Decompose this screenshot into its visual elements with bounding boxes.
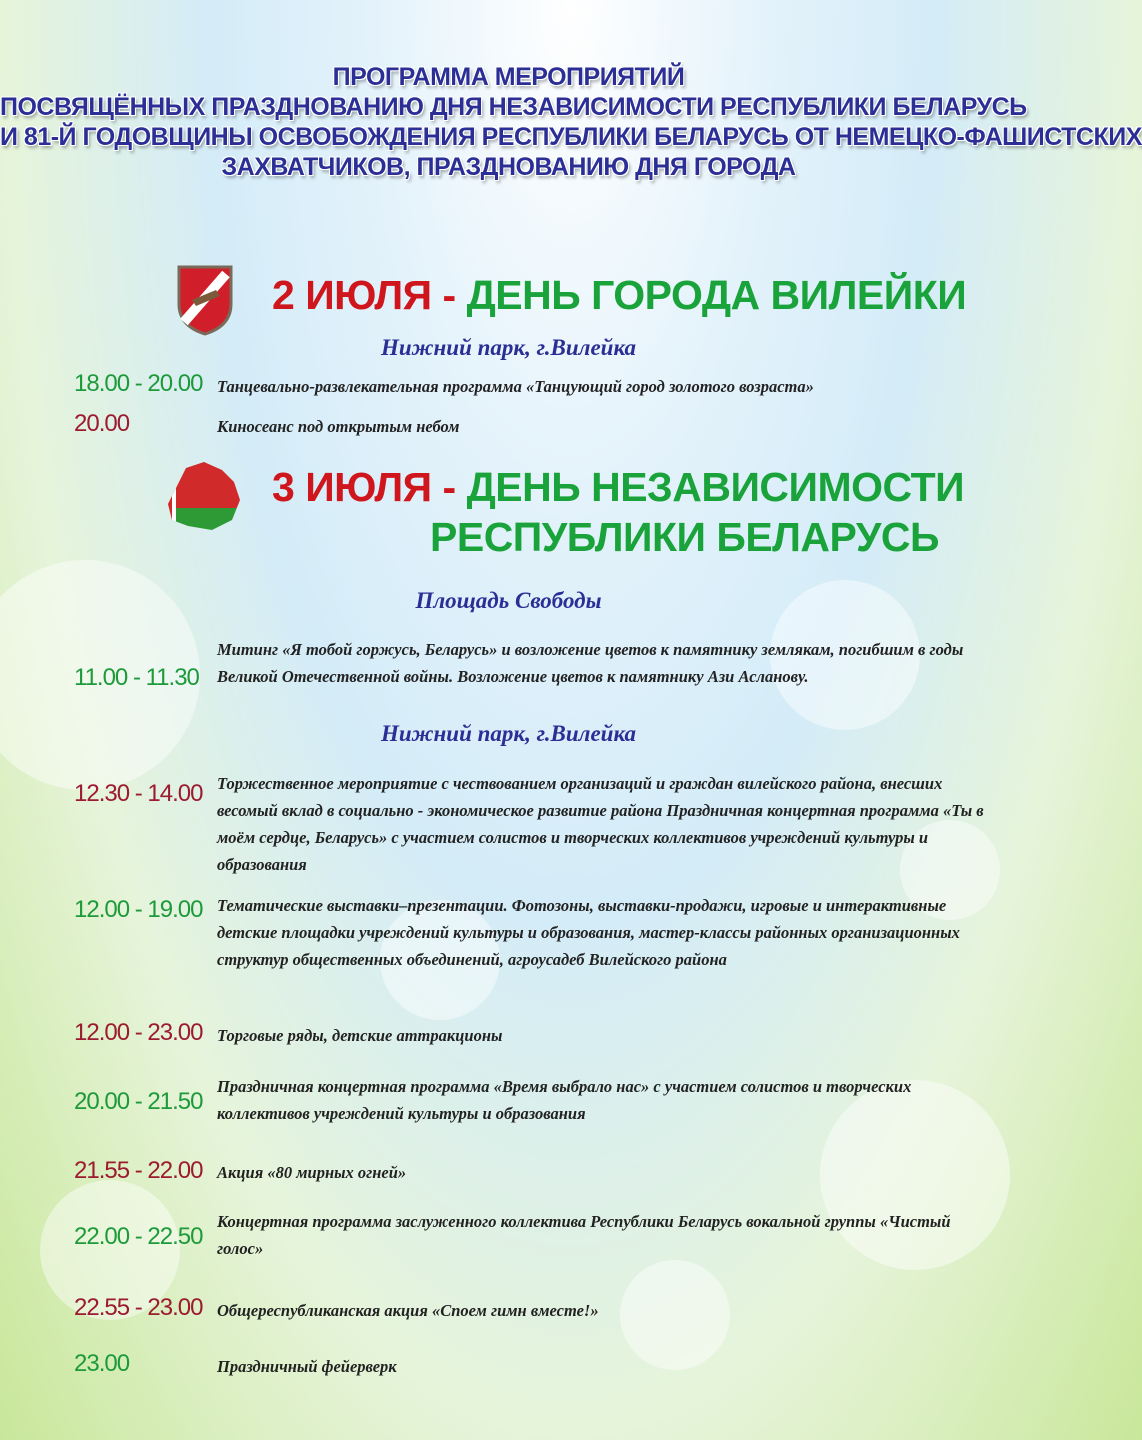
event-time: 22.00 - 22.50: [74, 1223, 203, 1250]
event-description: Акция «80 мирных огней»: [217, 1163, 407, 1182]
event-time: 11.00 - 11.30: [74, 664, 199, 691]
title-line-4: ЗАХВАТЧИКОВ, ПРАЗДНОВАНИЮ ДНЯ ГОРОДА: [221, 153, 796, 181]
event-description: Киносеанс под открытым небом: [217, 417, 460, 436]
day2-heading: [272, 464, 964, 510]
day1-venue: Нижний парк, г.Вилейка: [380, 335, 637, 360]
day1-date: 2 ИЮЛЯ -: [272, 272, 467, 318]
title-line-1: ПРОГРАММА МЕРОПРИЯТИЙ: [332, 63, 685, 91]
event-description: Концертная программа заслуженного коллектива Республики Беларусь вокальной группы «Чистый голос»: [217, 1212, 951, 1258]
day2-venue-park: Нижний парк, г.Вилейка: [380, 721, 637, 746]
event-time: 21.55 - 22.00: [74, 1157, 203, 1184]
day2-date: 3 ИЮЛЯ -: [272, 464, 467, 510]
vileyka-coat-of-arms-icon: [176, 264, 234, 336]
day2-venue-square: Площадь Свободы: [415, 588, 602, 613]
event-time: 20.00 - 21.50: [74, 1088, 203, 1115]
day2-title-line2: РЕСПУБЛИКИ БЕЛАРУСЬ: [430, 514, 939, 560]
event-description: Праздничная концертная программа «Время выбрало нас» с участием солистов и творческих коллективов учреждений культуры и образования: [217, 1077, 912, 1123]
event-description: Общереспубликанская акция «Споем гимн вместе!»: [217, 1301, 599, 1320]
event-time: 12.00 - 19.00: [74, 896, 203, 923]
title-line-2: ПОСВЯЩЁННЫХ ПРАЗДНОВАНИЮ ДНЯ НЕЗАВИСИМОСТИ РЕСПУБЛИКИ БЕЛАРУСЬ: [0, 93, 1027, 121]
program-title: [0, 62, 1142, 182]
event-time: 18.00 - 20.00: [74, 370, 203, 397]
title-line-3: И 81-Й ГОДОВЩИНЫ ОСВОБОЖДЕНИЯ РЕСПУБЛИКИ БЕЛАРУСЬ ОТ НЕМЕЦКО-ФАШИСТСКИХ: [0, 123, 1142, 151]
event-description: Праздничный фейерверк: [217, 1357, 397, 1376]
event-time: 12.00 - 23.00: [74, 1019, 203, 1046]
event-time: 23.00: [74, 1350, 130, 1377]
event-description: Торжественное мероприятие с чествованием организаций и граждан вилейского района, внесших весомый вклад в социально - экономическое развитие района Праздничная концертная программа «Ты в моём сердце, Беларусь» с участием солистов и творческих коллективов учреждений культуры и образования: [217, 774, 984, 874]
event-description: Танцевально-развлекательная программа «Танцующий город золотого возраста»: [217, 377, 814, 396]
event-time: 20.00: [74, 410, 130, 437]
day1-title: ДЕНЬ ГОРОДА ВИЛЕЙКИ: [466, 272, 967, 318]
event-time: 22.55 - 23.00: [74, 1294, 203, 1321]
day1-heading: [272, 272, 966, 318]
event-time: 12.30 - 14.00: [74, 780, 203, 807]
belarus-map-flag-icon: [164, 460, 244, 534]
event-description: Митинг «Я тобой горжусь, Беларусь» и возложение цветов к памятнику землякам, погибшим в годы Великой Отечественной войны. Возложение цветов к памятнику Ази Асланову.: [217, 640, 964, 686]
event-description: Торговые ряды, детские аттракционы: [217, 1026, 503, 1045]
day2-title-line1: ДЕНЬ НЕЗАВИСИМОСТИ: [466, 464, 965, 510]
event-description: Тематические выставки–презентации. Фотозоны, выставки-продажи, игровые и интерактивные детские площадки учреждений культуры и образования, мастер-классы районных организационных структур общественных объединений, агроусадеб Вилейского района: [217, 896, 960, 969]
